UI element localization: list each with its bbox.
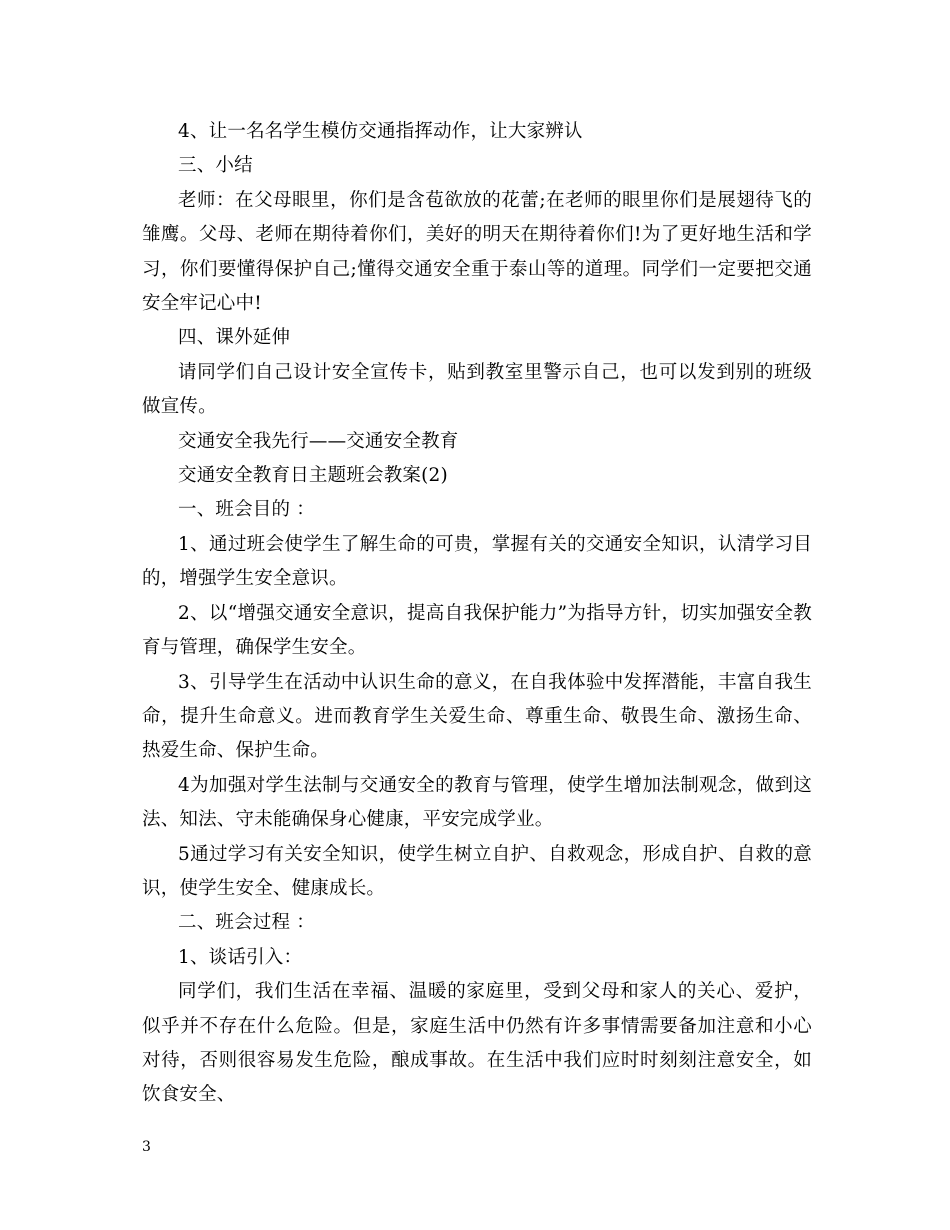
paragraph: 5通过学习有关安全知识，使学生树立自护、自救观念，形成自护、自救的意识，使学生安全、健康成长。: [142, 843, 812, 899]
section-heading: 一、班会目的 ：: [178, 499, 315, 521]
section-heading: 二、班会过程 ：: [178, 912, 315, 934]
paragraph: 请同学们自己设计安全宣传卡，贴到教室里警示自己，也可以发到别的班级做宣传。: [142, 361, 812, 418]
section-heading: 三、小结: [178, 155, 253, 177]
paragraph: 老师：在父母眼里，你们是含苞欲放的花蕾;在老师的眼里你们是展翅待飞的雏鹰。父母、老师在期待着你们，美好的明天在期待着你们!为了更好地生活和学习，你们要懂得保护自己;懂得交通安全重于泰山等的道理。同学们一定要把交通安全牢记心中!: [142, 189, 812, 315]
page-number: 3: [142, 1139, 151, 1155]
paragraph: 3、引导学生在活动中认识生命的意义，在自我体验中发挥潜能，丰富自我生命，提升生命意义。进而教育学生关爱生命、尊重生命、敬畏生命、激扬生命、热爱生命、保护生命。: [142, 671, 812, 762]
paragraph: 2、以“增强交通安全意识，提高自我保护能力”为指导方针，切实加强安全教育与管理，确保学生安全。: [142, 602, 812, 659]
paragraph: 1、通过班会使学生了解生命的可贵，掌握有关的交通安全知识，认清学习目的，增强学生安全意识。: [142, 533, 812, 590]
subsection-heading: 1、谈话引入：: [178, 946, 303, 968]
document-title: 交通安全我先行——交通安全教育: [178, 430, 459, 452]
document-subtitle: 交通安全教育日主题班会教案(2): [178, 465, 448, 487]
section-heading: 四、课外延伸: [178, 327, 291, 349]
paragraph: 4、让一名名学生模仿交通指挥动作，让大家辨认: [178, 121, 583, 142]
paragraph: 同学们，我们生活在幸福、温暖的家庭里，受到父母和家人的关心、爱护，似乎并不存在什么危险。但是，家庭生活中仍然有许多事情需要备加注意和小心对待，否则很容易发生危险，酿成事故。在生活中我们应时时刻刻注意安全，如饮食安全、: [142, 981, 812, 1106]
paragraph: 4为加强对学生法制与交通安全的教育与管理，使学生增加法制观念，做到这法、知法、守未能确保身心健康，平安完成学业。: [142, 774, 812, 831]
document-body: [142, 115, 812, 1113]
